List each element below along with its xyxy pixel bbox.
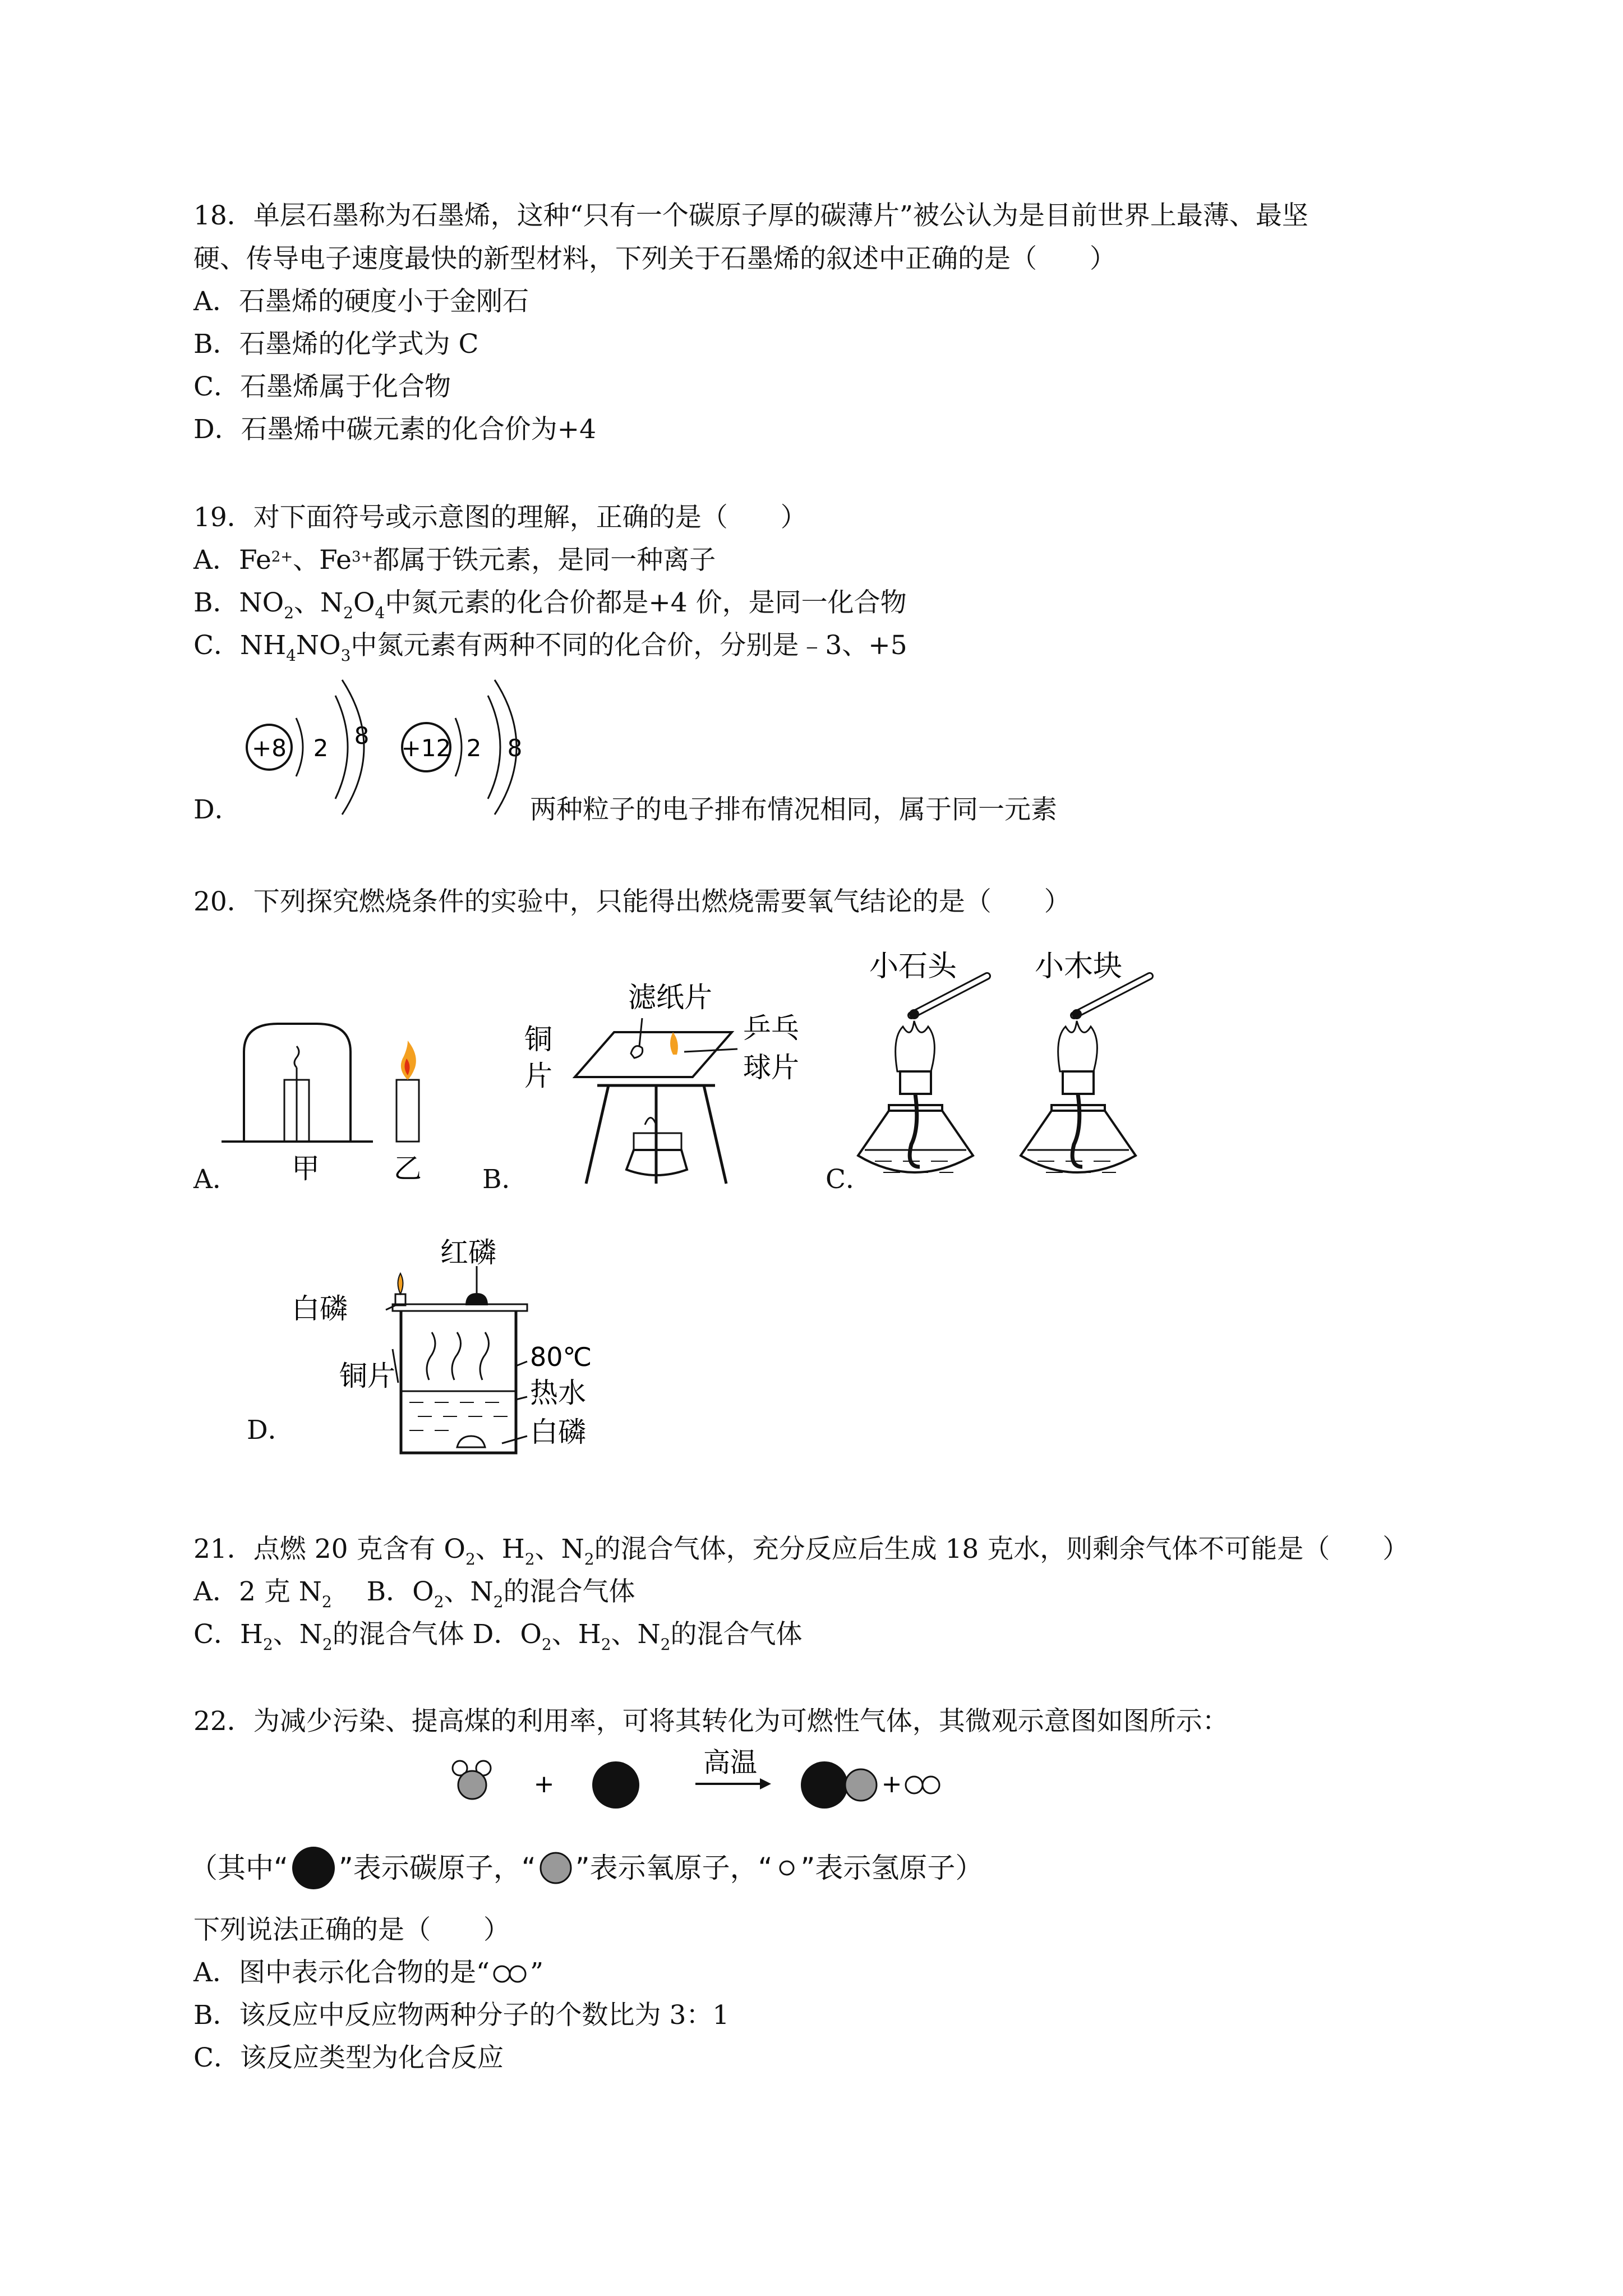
fig-b-pingpong-label1: 乒乓: [743, 1012, 799, 1045]
q22-legend: （其中“ ”表示碳原子，“ ”表示氧原子，“ ”表示氢原子）: [190, 1846, 983, 1890]
q19-option-a: A．$Fe^{2+}$、$Fe^{3+}$都属于铁元素，是同一种离子: [193, 545, 716, 576]
q19-option-d-label: D．: [193, 794, 241, 825]
fig-a-label-right: 乙: [394, 1152, 422, 1185]
atom2-shell2: 8: [507, 734, 523, 762]
atom1-shell1: 2: [313, 734, 329, 762]
q19-stem: 19．对下面符号或示意图的理解，正确的是（ ）: [193, 502, 807, 533]
q18-option-a: A．石墨烯的硬度小于金刚石: [193, 286, 529, 317]
fig-c-stone-label: 小石头: [869, 950, 957, 983]
q22-reaction-diagram: [443, 1745, 993, 1823]
q19-option-d-text: 两种粒子的电子排布情况相同，属于同一元素: [530, 794, 1057, 825]
q22-question: 下列说法正确的是（ ）: [193, 1915, 510, 1945]
fig-b-copper-label: 铜: [524, 1023, 552, 1056]
q20-option-b-label: B．: [482, 1164, 528, 1195]
q20-stem: 20．下列探究燃烧条件的实验中，只能得出燃烧需要氧气结论的是（ ）: [193, 886, 1071, 917]
plus-sign-2: +: [881, 1770, 902, 1798]
q18-stem-line2: 硬、传导电子速度最快的新型材料，下列关于石墨烯的叙述中正确的是（ ）: [193, 243, 1116, 274]
fig-d-white-phosphorus-label2: 白磷: [530, 1416, 586, 1448]
fig-c-wood-label: 小木块: [1035, 950, 1123, 983]
co-molecule: [801, 1761, 877, 1809]
fig-d-red-phosphorus-label: 红磷: [440, 1236, 496, 1269]
atom-structure-diagram: [236, 673, 538, 819]
fig-a-label-left: 甲: [292, 1152, 320, 1185]
fig-c-lamp-right: [1021, 976, 1150, 1172]
legend-carbon-icon: [288, 1846, 339, 1890]
legend-hydrogen-icon: [773, 1854, 801, 1882]
fig-b-copper-label2: 片: [524, 1060, 552, 1092]
arrow-label: 高温: [703, 1747, 758, 1778]
atom2-shell1: 2: [466, 734, 482, 762]
fig-d-copper-label: 铜片: [339, 1360, 395, 1392]
fig-d-temp-label: 80℃: [530, 1342, 592, 1372]
fig-c-alcohol-lamps: [858, 942, 1166, 1234]
fig-b-filter-paper-label: 滤纸片: [628, 981, 712, 1014]
water-molecule: [453, 1761, 491, 1799]
atom-magnesium: [402, 680, 523, 815]
q20-option-a-label: A．: [193, 1164, 239, 1195]
carbon-atom: [592, 1761, 639, 1809]
atom1-nucleus: +8: [252, 734, 287, 762]
q18-stem-line1: 18．单层石墨称为石墨烯，这种“只有一个碳原子厚的碳薄片”被公认为是目前世界上最薄、最坚: [193, 200, 1308, 231]
h2-molecule: [906, 1777, 939, 1793]
fig-a-candles: [222, 1001, 429, 1203]
h2-molecule-icon: [490, 1962, 530, 1984]
q21-options-ab: A．2 克 $N_2$ B．$O_2$、$N_2$的混合气体: [193, 1576, 635, 1611]
fig-d-white-phosphorus-label: 白磷: [292, 1292, 348, 1325]
q19-option-c: C．$NH_4NO_3$中氮元素有两种不同的化合价，分别是﹣3、+5: [193, 630, 907, 665]
fig-b-copper-sheet: [524, 976, 810, 1200]
q21-options-cd: C．$H_2$、$N_2$的混合气体 D．$O_2$、$H_2$、$N_2$的混合气体: [193, 1619, 803, 1654]
atom1-shell2: 8: [354, 722, 370, 749]
fig-c-lamp-left: [858, 976, 987, 1172]
fig-d-phosphorus-beaker: [292, 1231, 606, 1478]
q20-option-d-label: D．: [247, 1415, 294, 1446]
q22-option-a: A．图中表示化合物的是“ ”: [193, 1957, 544, 1988]
fig-b-pingpong-label2: 球片: [743, 1051, 799, 1084]
fig-d-hot-water-label: 热水: [530, 1377, 586, 1409]
q22-option-b: B．该反应中反应物两种分子的个数比为 3：1: [193, 2000, 730, 2031]
q18-option-b: B．石墨烯的化学式为 C: [193, 329, 479, 360]
q19-option-b: B．$NO_2$、$N_2O_4$中氮元素的化合价都是+4 价，是同一化合物: [193, 587, 907, 622]
q22-stem: 22．为减少污染、提高煤的利用率，可将其转化为可燃性气体，其微观示意图如图所示：: [193, 1706, 1229, 1737]
atom2-nucleus: +12: [401, 734, 451, 762]
plus-sign-1: +: [533, 1770, 555, 1798]
q20-option-c-label: C．: [826, 1164, 872, 1195]
q21-stem: 21．点燃 20 克含有 $O_2$、$H_2$、$N_2$的混合气体，充分反应后生成 18 克水，则剩余气体不可能是（ ）: [193, 1534, 1409, 1568]
q18-option-c: C．石墨烯属于化合物: [193, 371, 451, 402]
q18-option-d: D．石墨烯中碳元素的化合价为+4: [193, 414, 596, 445]
atom-oxygen: [247, 680, 369, 815]
legend-oxygen-icon: [536, 1848, 575, 1888]
q22-option-c: C．该反应类型为化合反应: [193, 2042, 504, 2073]
